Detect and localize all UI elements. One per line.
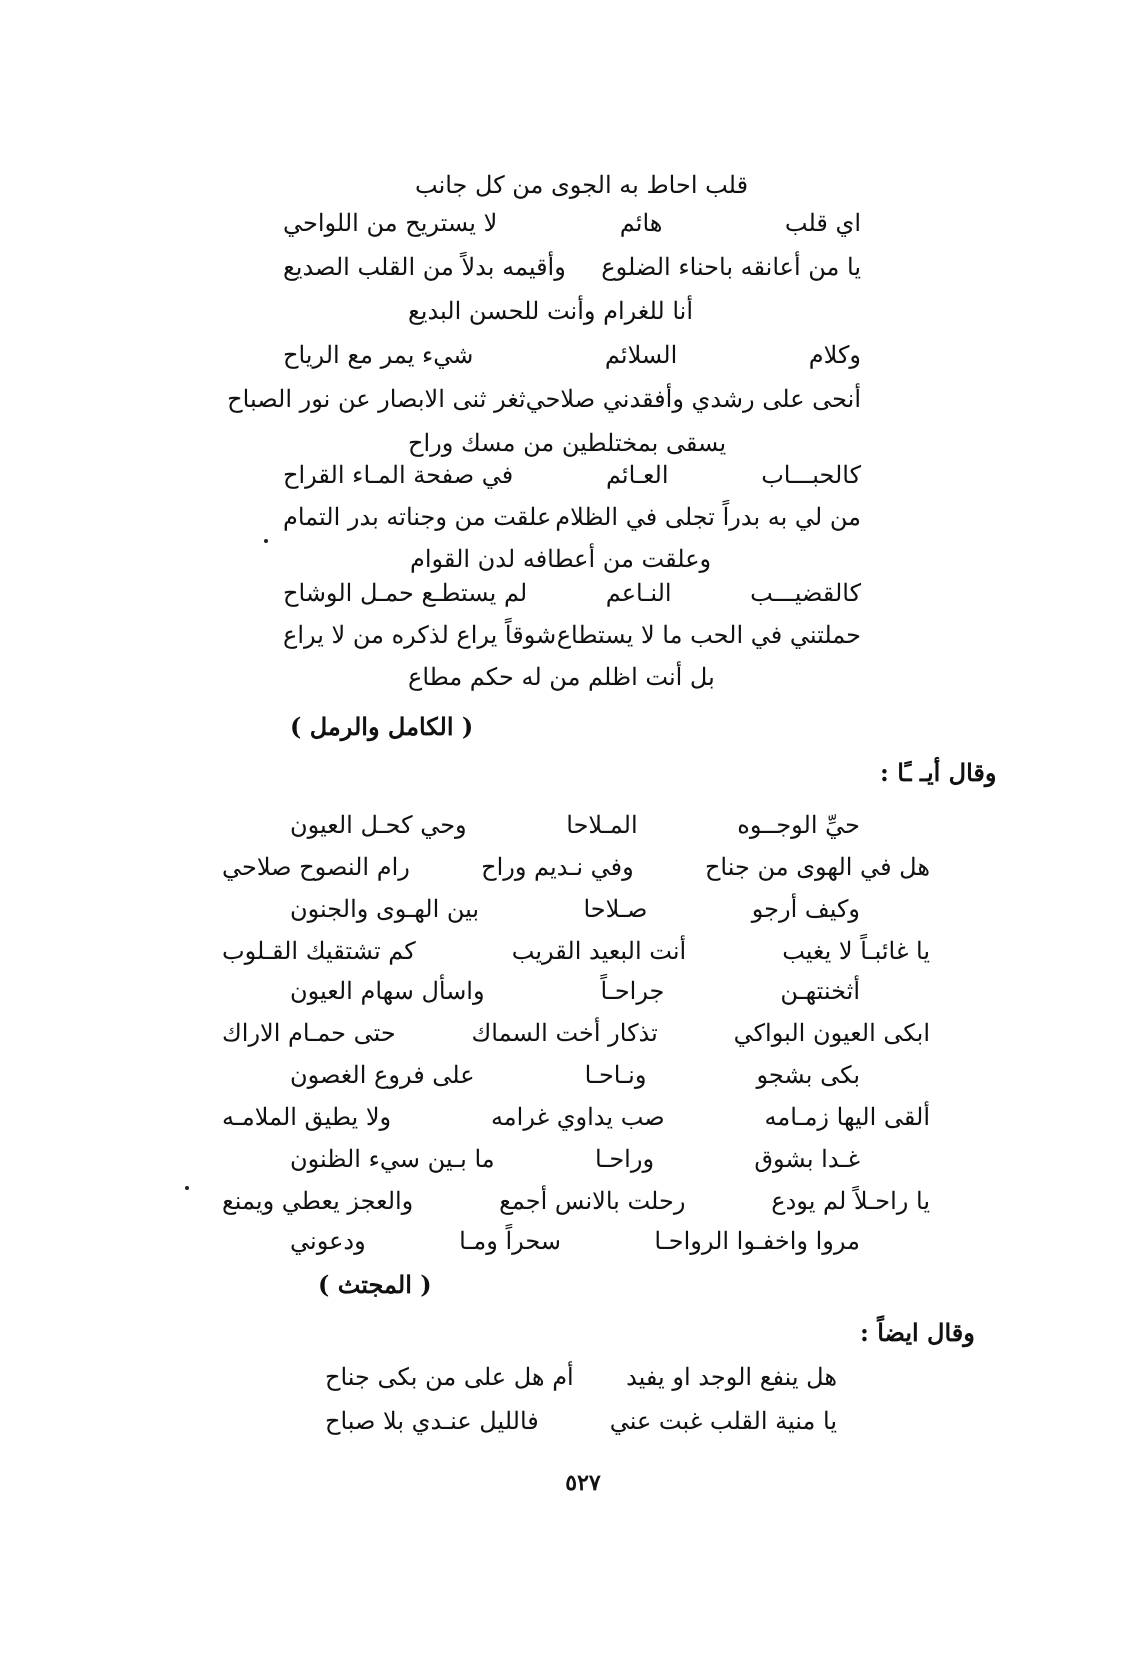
verse-part: هل ينفع الوجد او يفيد bbox=[626, 1363, 837, 1391]
verse-line-3: أنا للغرام وأنت للحسن البديع bbox=[408, 297, 693, 325]
verse-line-12: بل أنت اظلم من له حكم مطاع bbox=[408, 663, 715, 691]
verse-part: رحلت بالانس أجمع bbox=[499, 1187, 686, 1215]
verse-part: ألقى اليها زمـامه bbox=[764, 1103, 930, 1131]
verse-part: من لي به بدراً تجلى في الظلام bbox=[555, 503, 861, 531]
verse-part: شيء يمر مع الرياح bbox=[283, 341, 474, 369]
verse-part: كم تشتقيك القـلوب bbox=[222, 937, 416, 965]
verse-part: ولا يطيق الملامـه bbox=[222, 1103, 392, 1131]
verse-part: ابكى العيون البواكي bbox=[733, 1019, 930, 1047]
verse-line-14 bbox=[222, 850, 930, 884]
verse-part: بكى بشجو bbox=[756, 1061, 860, 1089]
verse-part: واسأل سهام العيون bbox=[290, 977, 485, 1005]
verse-part: شوقاً يراع لذكره من لا يراع bbox=[283, 621, 557, 649]
verse-part: ونـاحـا bbox=[584, 1061, 647, 1089]
verse-line-21 bbox=[290, 1142, 860, 1176]
verse-part: وراحـا bbox=[595, 1145, 655, 1173]
verse-part: أم هل على من بكى جناح bbox=[325, 1363, 574, 1391]
verse-line-23 bbox=[290, 1224, 860, 1258]
verse-line-19 bbox=[290, 1058, 860, 1092]
verse-part: لا يستريح من اللواحي bbox=[283, 209, 498, 237]
verse-line-24 bbox=[325, 1360, 837, 1394]
verse-part: يا راحـلاً لم يودع bbox=[771, 1187, 930, 1215]
verse-line-7 bbox=[283, 458, 861, 492]
verse-part: غـدا بشوق bbox=[754, 1145, 860, 1173]
page-number: ٥٢٧ bbox=[565, 1470, 601, 1496]
verse-part: ثغر ثنى الابصار عن نور الصباح bbox=[227, 385, 526, 413]
scan-speck bbox=[185, 1186, 189, 1190]
verse-line-25 bbox=[325, 1404, 837, 1438]
verse-line-2 bbox=[283, 250, 861, 284]
verse-part: فالليل عنـدي بلا صباح bbox=[325, 1407, 539, 1435]
scan-speck bbox=[264, 539, 268, 543]
verse-part: حيِّ الوجــوه bbox=[737, 811, 860, 839]
section-heading: وقال ايضاً : bbox=[860, 1318, 975, 1347]
verse-line-17 bbox=[290, 974, 860, 1008]
verse-line-9: وعلقت من أعطافه لدن القوام bbox=[410, 545, 712, 573]
verse-part: أنحى على رشدي وأفقدني صلاحي bbox=[525, 385, 861, 413]
verse-part: حملتني في الحب ما لا يستطاع bbox=[556, 621, 861, 649]
verse-part: صب يداوي غرامه bbox=[490, 1103, 665, 1131]
verse-line-1 bbox=[283, 206, 861, 240]
verse-line-5 bbox=[227, 382, 861, 416]
verse-part: ودعوني bbox=[290, 1227, 366, 1255]
verse-part: هائم bbox=[619, 209, 663, 237]
verse-part: مروا واخفـوا الرواحـا bbox=[654, 1227, 860, 1255]
verse-line-4 bbox=[283, 338, 861, 372]
verse-part: في صفحة المـاء القراح bbox=[283, 461, 514, 489]
verse-part: يا منية القلب غبت عني bbox=[609, 1407, 837, 1435]
verse-part: ما بـين سيء الظنون bbox=[290, 1145, 495, 1173]
verse-line-20 bbox=[222, 1100, 930, 1134]
verse-part: كالحبـــاب bbox=[761, 461, 861, 489]
verse-part: وحي كحـل العيون bbox=[290, 811, 467, 839]
verse-part: والعجز يعطي ويمنع bbox=[222, 1187, 414, 1215]
verse-part: أثخنتهـن bbox=[780, 977, 860, 1005]
verse-part: يا غائبـاً لا يغيب bbox=[782, 937, 930, 965]
verse-part: سحراً ومـا bbox=[459, 1227, 562, 1255]
verse-part: أنت البعيد القريب bbox=[511, 937, 687, 965]
verse-part: بين الهـوى والجنون bbox=[290, 895, 480, 923]
meter-label: ( الكامل والرمل ) bbox=[290, 712, 474, 741]
verse-line-10 bbox=[283, 576, 861, 610]
verse-part: وكلام bbox=[808, 341, 861, 369]
verse-part: علقت من وجناته بدر التمام bbox=[283, 503, 552, 531]
verse-line-13 bbox=[290, 808, 860, 842]
verse-line-15 bbox=[290, 892, 860, 926]
verse-part: يا من أعانقه باحناء الضلوع bbox=[601, 253, 861, 281]
verse-part: تذكار أخت السماك bbox=[471, 1019, 658, 1047]
verse-part: رام النصوح صلاحي bbox=[222, 853, 410, 881]
verse-line-18 bbox=[222, 1016, 930, 1050]
verse-part: صـلاحا bbox=[583, 895, 648, 923]
verse-part: على فروع الغصون bbox=[290, 1061, 475, 1089]
verse-part: وفي نـديم وراح bbox=[481, 853, 634, 881]
verse-part: لم يستطـع حمـل الوشاح bbox=[283, 579, 528, 607]
verse-part: جراحـاً bbox=[600, 977, 665, 1005]
verse-part: حتى حمـام الاراك bbox=[222, 1019, 396, 1047]
verse-part: السلائم bbox=[604, 341, 678, 369]
verse-part: كالقضيـــب bbox=[750, 579, 861, 607]
verse-line-22 bbox=[222, 1184, 930, 1218]
verse-line-11 bbox=[283, 618, 861, 652]
verse-part: اي قلب bbox=[784, 209, 861, 237]
verse-part: وكيف أرجو bbox=[751, 895, 860, 923]
verse-part: المـلاحا bbox=[566, 811, 638, 839]
verse-line-16 bbox=[222, 934, 930, 968]
verse-part: وأقيمه بدلاً من القلب الصديع bbox=[283, 253, 566, 281]
section-heading: وقال أيـ ـًا : bbox=[880, 758, 997, 787]
poem-title-line: قلب احاط به الجوى من كل جانب bbox=[415, 171, 749, 199]
verse-line-6: يسقى بمختلطين من مسك وراح bbox=[408, 429, 727, 457]
verse-line-8 bbox=[283, 500, 861, 534]
verse-part: هل في الهوى من جناح bbox=[704, 853, 930, 881]
verse-part: النـاعم bbox=[605, 579, 672, 607]
meter-label: ( المجتث ) bbox=[318, 1270, 432, 1299]
verse-part: العـائم bbox=[605, 461, 669, 489]
